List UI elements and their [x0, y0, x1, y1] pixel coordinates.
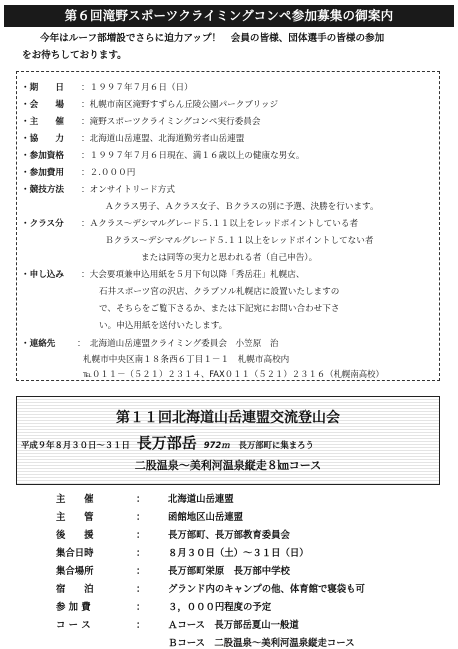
- info-label: ・主 催: [21, 117, 64, 127]
- detail-key: 主 管: [56, 512, 94, 523]
- apply-line-3: で、そちらをご覧下さるか、または下記宛にお問い合わせ下さ: [99, 304, 340, 314]
- trek-title: 第１１回北海道山岳連盟交流登山会: [116, 410, 340, 426]
- apply-line-4: い。申込用紙を送付いたします。: [99, 321, 228, 331]
- detail-value: グランド内のキャンプの他、体育館で寝袋も可: [168, 584, 365, 595]
- info-value: ：１９９７年７月６日現在、満１６歳以上の健康な男女。: [81, 151, 305, 161]
- detail-colon: ：: [136, 602, 146, 613]
- info-value: ： 北海道山岳連盟クライミング委員会 小笠原 治: [77, 339, 279, 349]
- detail-value: 長万部町、長万部教育委員会: [168, 530, 290, 541]
- detail-value: ８月３０日（土）～３１日（日）: [168, 548, 309, 559]
- apply-line-2: 石井スポーツ宮の沢店、クラブソル札幌店に設置いたしますの: [99, 287, 340, 297]
- detail-key: コ ー ス: [56, 620, 91, 631]
- detail-value: 長万部町栄原 長万部中学校: [168, 566, 290, 577]
- class-b-note: または同等の実力と思われる者（自己申告）。: [141, 253, 318, 263]
- detail-course-b: Ｂコース 二股温泉～美利河温泉縦走コース: [168, 638, 355, 649]
- info-label: ・申し込み: [21, 270, 64, 280]
- detail-value: Ａコース 長万部岳夏山一般道: [168, 620, 299, 631]
- info-value: ：２.０００円: [81, 168, 136, 178]
- detail-colon: ：: [136, 566, 146, 577]
- detail-colon: ：: [136, 584, 146, 595]
- trek-mountain: 長万部岳: [136, 434, 197, 452]
- detail-key: 集合日時: [56, 548, 94, 559]
- intro-line-1: 今年はルーフ部増設でさらに迫力アップ！ 会員の皆様、団体選手の皆様の参加: [40, 33, 385, 44]
- method-detail: Ａクラス男子、Ａクラス女子、Ｂクラスの別に予選、決勝を行います。: [105, 202, 379, 212]
- info-label: ・協 力: [21, 134, 64, 144]
- detail-colon: ：: [136, 494, 146, 505]
- trek-date: 平成９年８月３０日～３１日: [21, 440, 130, 450]
- info-value: ：Ａクラス～デシマルグレード５.１１以上をレッドポイントしている者: [81, 219, 359, 229]
- info-label: ・参加費用: [21, 168, 64, 178]
- intro-line-2: をお待ちしております。: [22, 50, 127, 61]
- detail-colon: ：: [136, 512, 146, 523]
- detail-key: 後 援: [56, 530, 94, 541]
- info-label: ・会 場: [21, 100, 64, 110]
- info-value: ：１９９７年７月６日（日）: [81, 83, 193, 93]
- info-value: ：札幌市南区滝野すずらん丘陵公園パークブリッジ: [81, 100, 279, 110]
- detail-value: ３，０００円程度の予定: [168, 602, 272, 613]
- trek-altitude: 972ｍ: [203, 440, 230, 450]
- detail-key: 参 加 費: [56, 602, 91, 613]
- contact-address: 札幌市中央区南１８条西６丁目１－１ 札幌市高校内: [83, 355, 290, 365]
- contact-phone: ℡０１１－（５２１）２３１４、FAX０１１（５２１）２３１６（札幌南高校）: [83, 369, 384, 379]
- intro-text: [22, 30, 452, 64]
- trek-meeting-note: 長万部町に集まろう: [238, 440, 314, 450]
- detail-colon: ：: [136, 548, 146, 559]
- info-value: ：北海道山岳連盟、北海道勤労者山岳連盟: [81, 134, 245, 144]
- detail-key: 集合場所: [56, 566, 94, 577]
- detail-value: 北海道山岳連盟: [168, 494, 234, 505]
- detail-key: 宿 泊: [56, 584, 94, 595]
- trek-course: 二股温泉～美利河温泉縦走８㎞コース: [134, 459, 322, 472]
- info-value: ：大会要項兼申込用紙を５月下旬以降「秀岳荘」札幌店、: [81, 270, 305, 280]
- class-b-line: Ｂクラス～デシマルグレード５.１１以上をレッドポイントしてない者: [105, 236, 374, 246]
- detail-colon: ：: [136, 530, 146, 541]
- trek-event-box: [16, 396, 440, 485]
- info-label: ・期 日: [21, 83, 64, 93]
- info-label: ・参加資格: [21, 151, 64, 161]
- detail-colon: ：: [136, 620, 146, 631]
- info-label: ・クラス分: [21, 219, 64, 229]
- info-label: ・競技方法: [21, 185, 64, 195]
- trek-date-line: [21, 432, 437, 453]
- competition-info-box: [16, 71, 440, 381]
- detail-key: 主 催: [56, 494, 94, 505]
- info-value: ：滝野スポーツクライミングコンペ実行委員会: [81, 117, 261, 127]
- detail-value: 函館地区山岳連盟: [168, 512, 244, 523]
- info-value: ：オンサイトリード方式: [81, 185, 175, 195]
- info-label: ・連絡先: [21, 339, 56, 349]
- banner-title: 第６回滝野スポーツクライミングコンペ参加募集の御案内: [4, 5, 454, 27]
